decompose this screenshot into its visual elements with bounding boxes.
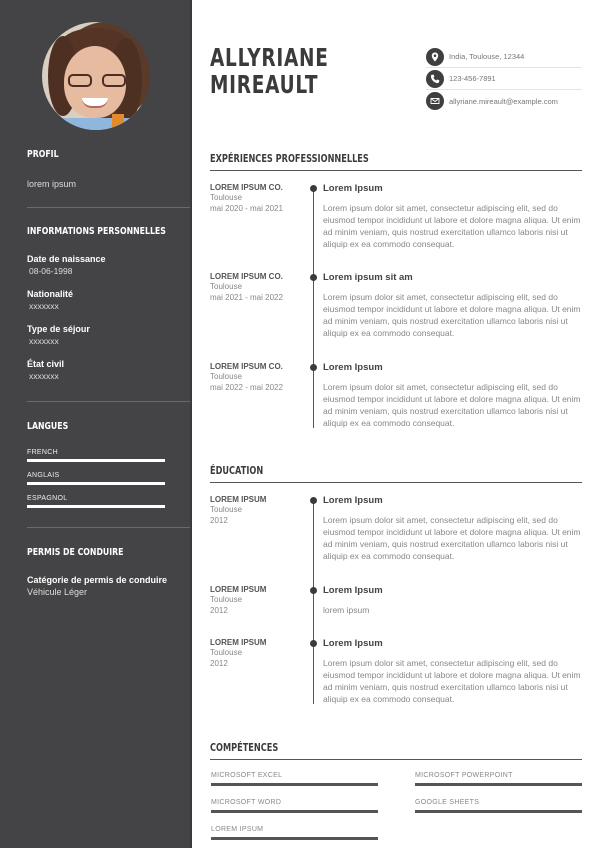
entry-city: Toulouse	[210, 648, 243, 657]
language-level-bar	[27, 459, 165, 462]
skill-name: LOREM IPSUM	[211, 826, 264, 833]
address-text: India, Toulouse, 12344	[449, 52, 525, 61]
profile-photo	[42, 22, 150, 130]
contact-email	[426, 90, 582, 112]
email-text: allyriane.mireault@example.com	[449, 96, 558, 106]
entry-city: Toulouse	[210, 595, 243, 604]
skill-level-bar	[211, 837, 378, 840]
profile-title: PROFIL	[27, 149, 59, 160]
entry-dates: 2012	[210, 659, 228, 668]
entry-description: Lorem ipsum dolor sit amet, consectetur adipiscing elit, sed do eiusmod tempor incididunt ut labore et dolore magna aliqua. Ut enim ad minim veniam, quis nostrud exercitation ullamco laboris nisi ut aliquip ex ea commodo consequat.	[323, 292, 581, 338]
skill-item	[211, 799, 378, 813]
info-civil-status	[27, 359, 177, 381]
entry-description: Lorem ipsum dolor sit amet, consectetur adipiscing elit, sed do eiusmod tempor incididunt ut labore et dolore magna aliqua. Ut enim ad minim veniam, quis nostrud exercitation ullamco laboris nisi ut aliquip ex ea commodo consequat.	[323, 203, 581, 249]
experience-title: EXPÉRIENCES PROFESSIONNELLES	[210, 153, 369, 165]
sidebar	[0, 0, 192, 848]
skill-level-bar	[211, 783, 378, 786]
language-item	[27, 472, 177, 485]
language-level-bar	[27, 505, 165, 508]
entry-organization: LOREM IPSUM CO.	[210, 362, 283, 371]
skill-item	[415, 772, 582, 786]
info-value: xxxxxxx	[29, 336, 59, 346]
language-name: ESPAGNOL	[27, 495, 68, 502]
contact-phone	[426, 68, 582, 90]
language-name: ANGLAIS	[27, 472, 60, 479]
skill-item	[211, 826, 378, 840]
entry-city: Toulouse	[210, 505, 243, 514]
entry-organization: LOREM IPSUM	[210, 495, 267, 504]
entry-organization: LOREM IPSUM	[210, 638, 267, 647]
info-label: Nationalité	[27, 289, 74, 299]
timeline-dot	[310, 185, 317, 192]
timeline-dot	[310, 497, 317, 504]
entry-city: Toulouse	[210, 282, 243, 291]
profile-text: lorem ipsum	[27, 179, 77, 189]
entry-dates: mai 2022 - mai 2022	[210, 383, 283, 392]
skill-level-bar	[415, 810, 582, 813]
entry-organization: LOREM IPSUM	[210, 585, 267, 594]
last-name: MIREAULT	[210, 70, 319, 99]
entry-description: Lorem ipsum dolor sit amet, consectetur adipiscing elit, sed do eiusmod tempor incididunt ut labore et dolore magna aliqua. Ut enim ad minim veniam, quis nostrud exercitation ullamco laboris nisi ut aliquip ex ea commodo consequat.	[323, 515, 581, 561]
skill-level-bar	[211, 810, 378, 813]
divider	[27, 527, 192, 528]
language-item	[27, 449, 177, 462]
skill-name: MICROSOFT WORD	[211, 799, 282, 806]
experience-header	[210, 153, 582, 171]
license-section	[27, 547, 177, 597]
entry-role: Lorem Ipsum	[323, 495, 383, 506]
skill-name: MICROSOFT POWERPOINT	[415, 772, 513, 779]
language-level-bar	[27, 482, 165, 485]
skill-name: MICROSOFT EXCEL	[211, 772, 283, 779]
personal-info-title: INFORMATIONS PERSONNELLES	[27, 226, 166, 237]
languages-section	[27, 421, 177, 518]
entry-description: Lorem ipsum dolor sit amet, consectetur adipiscing elit, sed do eiusmod tempor incididunt ut labore et dolore magna aliqua. Ut enim ad minim veniam, quis nostrud exercitation ullamco laboris nisi ut aliquip ex ea commodo consequat.	[323, 382, 581, 428]
entry-dates: 2012	[210, 606, 228, 615]
info-value: xxxxxxx	[29, 301, 59, 311]
timeline-dot	[310, 274, 317, 281]
phone-icon	[426, 70, 444, 88]
timeline-dot	[310, 364, 317, 371]
skill-level-bar	[415, 783, 582, 786]
candidate-name	[210, 44, 329, 98]
info-label: Date de naissance	[27, 254, 106, 264]
education-timeline-line	[313, 500, 314, 704]
timeline-dot	[310, 587, 317, 594]
license-title: PERMIS DE CONDUIRE	[27, 547, 124, 558]
phone-text: 123-456-7891	[449, 74, 496, 83]
info-value: xxxxxxx	[29, 371, 59, 381]
skill-item	[415, 799, 582, 813]
info-nationality	[27, 289, 177, 311]
info-value: 08-06-1998	[29, 266, 73, 276]
personal-info-section	[27, 226, 177, 394]
entry-description: lorem ipsum	[323, 605, 370, 615]
entry-dates: 2012	[210, 516, 228, 525]
first-name: ALLYRIANE	[210, 43, 329, 72]
license-value: Véhicule Léger	[27, 587, 88, 597]
education-header	[210, 465, 582, 483]
divider	[27, 207, 192, 208]
education-title: ÉDUCATION	[210, 465, 264, 477]
entry-organization: LOREM IPSUM CO.	[210, 183, 283, 192]
license-label: Catégorie de permis de conduire	[27, 575, 168, 585]
entry-role: Lorem Ipsum	[323, 585, 383, 596]
entry-dates: mai 2021 - mai 2022	[210, 293, 283, 302]
skill-name: GOOGLE SHEETS	[415, 799, 480, 806]
entry-role: Lorem Ipsum	[323, 362, 383, 373]
skill-item	[211, 772, 378, 786]
entry-description: Lorem ipsum dolor sit amet, consectetur adipiscing elit, sed do eiusmod tempor incididunt ut labore et dolore magna aliqua. Ut enim ad minim veniam, quis nostrud exercitation ullamco laboris nisi ut aliquip ex ea commodo consequat.	[323, 658, 581, 704]
entry-role: Lorem Ipsum	[323, 638, 383, 649]
info-label: Type de séjour	[27, 324, 90, 334]
entry-role: Lorem ipsum sit am	[323, 272, 413, 283]
contact-list	[426, 46, 582, 112]
entry-role: Lorem Ipsum	[323, 183, 383, 194]
entry-city: Toulouse	[210, 193, 243, 202]
location-pin-icon	[426, 48, 444, 66]
envelope-icon	[426, 92, 444, 110]
entry-city: Toulouse	[210, 372, 243, 381]
profile-section	[27, 149, 177, 189]
info-stay-type	[27, 324, 177, 346]
info-birthdate	[27, 254, 177, 276]
entry-organization: LOREM IPSUM CO.	[210, 272, 283, 281]
info-label: État civil	[27, 359, 65, 369]
language-name: FRENCH	[27, 449, 58, 456]
divider	[27, 401, 192, 402]
language-item	[27, 495, 177, 508]
skills-header	[210, 742, 582, 760]
entry-dates: mai 2020 - mai 2021	[210, 204, 283, 213]
languages-title: LANGUES	[27, 421, 69, 432]
experience-timeline-line	[313, 188, 314, 428]
skills-title: COMPÉTENCES	[210, 742, 279, 754]
timeline-dot	[310, 640, 317, 647]
contact-address	[426, 46, 582, 68]
